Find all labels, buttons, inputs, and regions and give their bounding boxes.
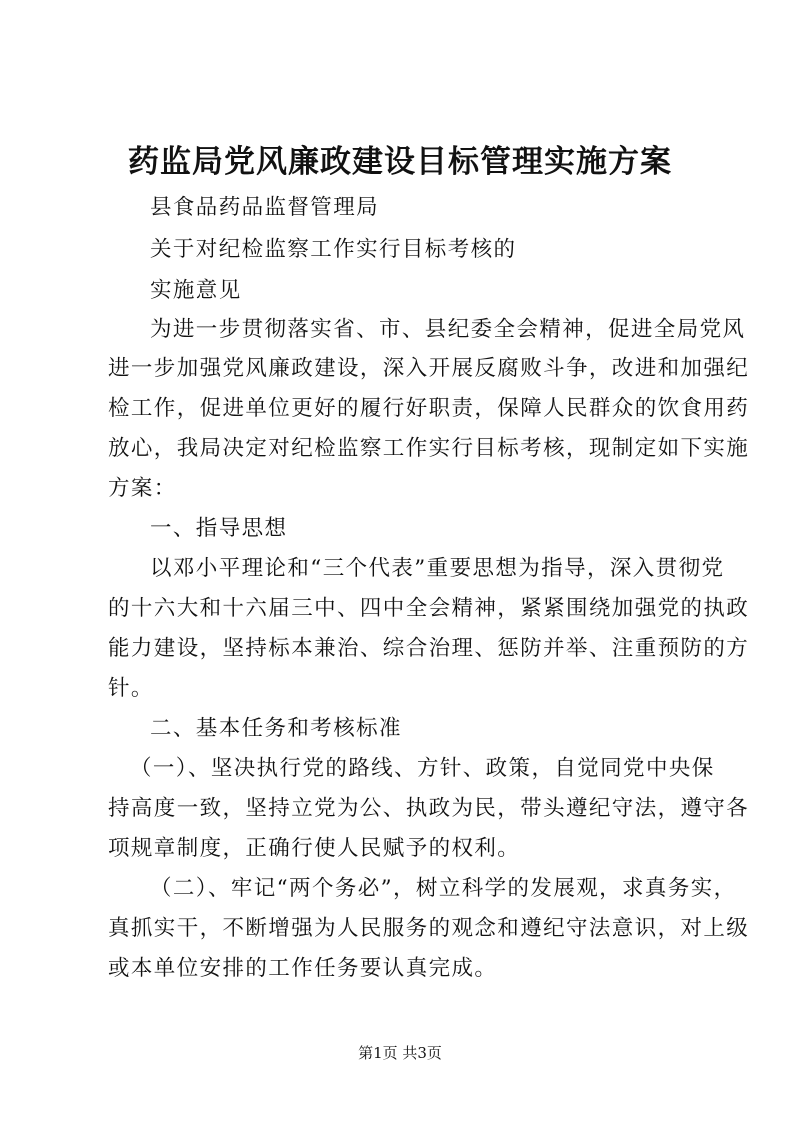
paragraph-line: 进一步加强党风廉政建设，深入开展反腐败斗争，改进和加强纪 (108, 356, 750, 381)
paragraph-line: 放心，我局决定对纪检监察工作实行目标考核，现制定如下实施 (108, 436, 750, 461)
subtitle-line-2: 实施意见 (150, 278, 242, 303)
subtitle-line-1: 关于对纪检监察工作实行目标考核的 (150, 237, 517, 262)
paragraph-line: 真抓实干，不断增强为人民服务的观念和遵纪守法意识，对上级 (108, 916, 750, 941)
paragraph-line: 检工作，促进单位更好的履行好职责，保障人民群众的饮食用药 (108, 396, 750, 421)
paragraph-line: 持高度一致，坚持立党为公、执政为民，带头遵纪守法，遵守各 (108, 796, 750, 821)
paragraph-line: 能力建设，坚持标本兼治、综合治理、惩防并举、注重预防的方 (108, 636, 750, 661)
section-heading: 二、基本任务和考核标准 (150, 716, 402, 741)
paragraph-line: 针。 (108, 676, 154, 701)
paragraph-line: 以邓小平理论和“三个代表”重要思想为指导，深入贯彻党 (150, 556, 725, 581)
paragraph-line: 项规章制度，正确行使人民赋予的权利。 (108, 836, 521, 861)
page-number: 第1页 共3页 (358, 1044, 442, 1062)
paragraph-line: 方案： (108, 476, 177, 501)
document-title: 药监局党风廉政建设目标管理实施方案 (128, 144, 672, 180)
paragraph-line: 的十六大和十六届三中、四中全会精神，紧紧围绕加强党的执政 (108, 596, 750, 621)
paragraph-line: （二）、牢记“两个务必”，树立科学的发展观，求真务实， (150, 876, 737, 901)
paragraph-line: 为进一步贯彻落实省、市、县纪委全会精神，促进全局党风 (150, 317, 746, 342)
paragraph-line: （一）、坚决执行党的路线、方针、政策，自觉同党中央保 (130, 756, 715, 781)
section-heading: 一、指导思想 (150, 516, 288, 541)
issuer-line: 县食品药品监督管理局 (150, 195, 380, 220)
paragraph-line: 或本单位安排的工作任务要认真完成。 (108, 956, 498, 981)
